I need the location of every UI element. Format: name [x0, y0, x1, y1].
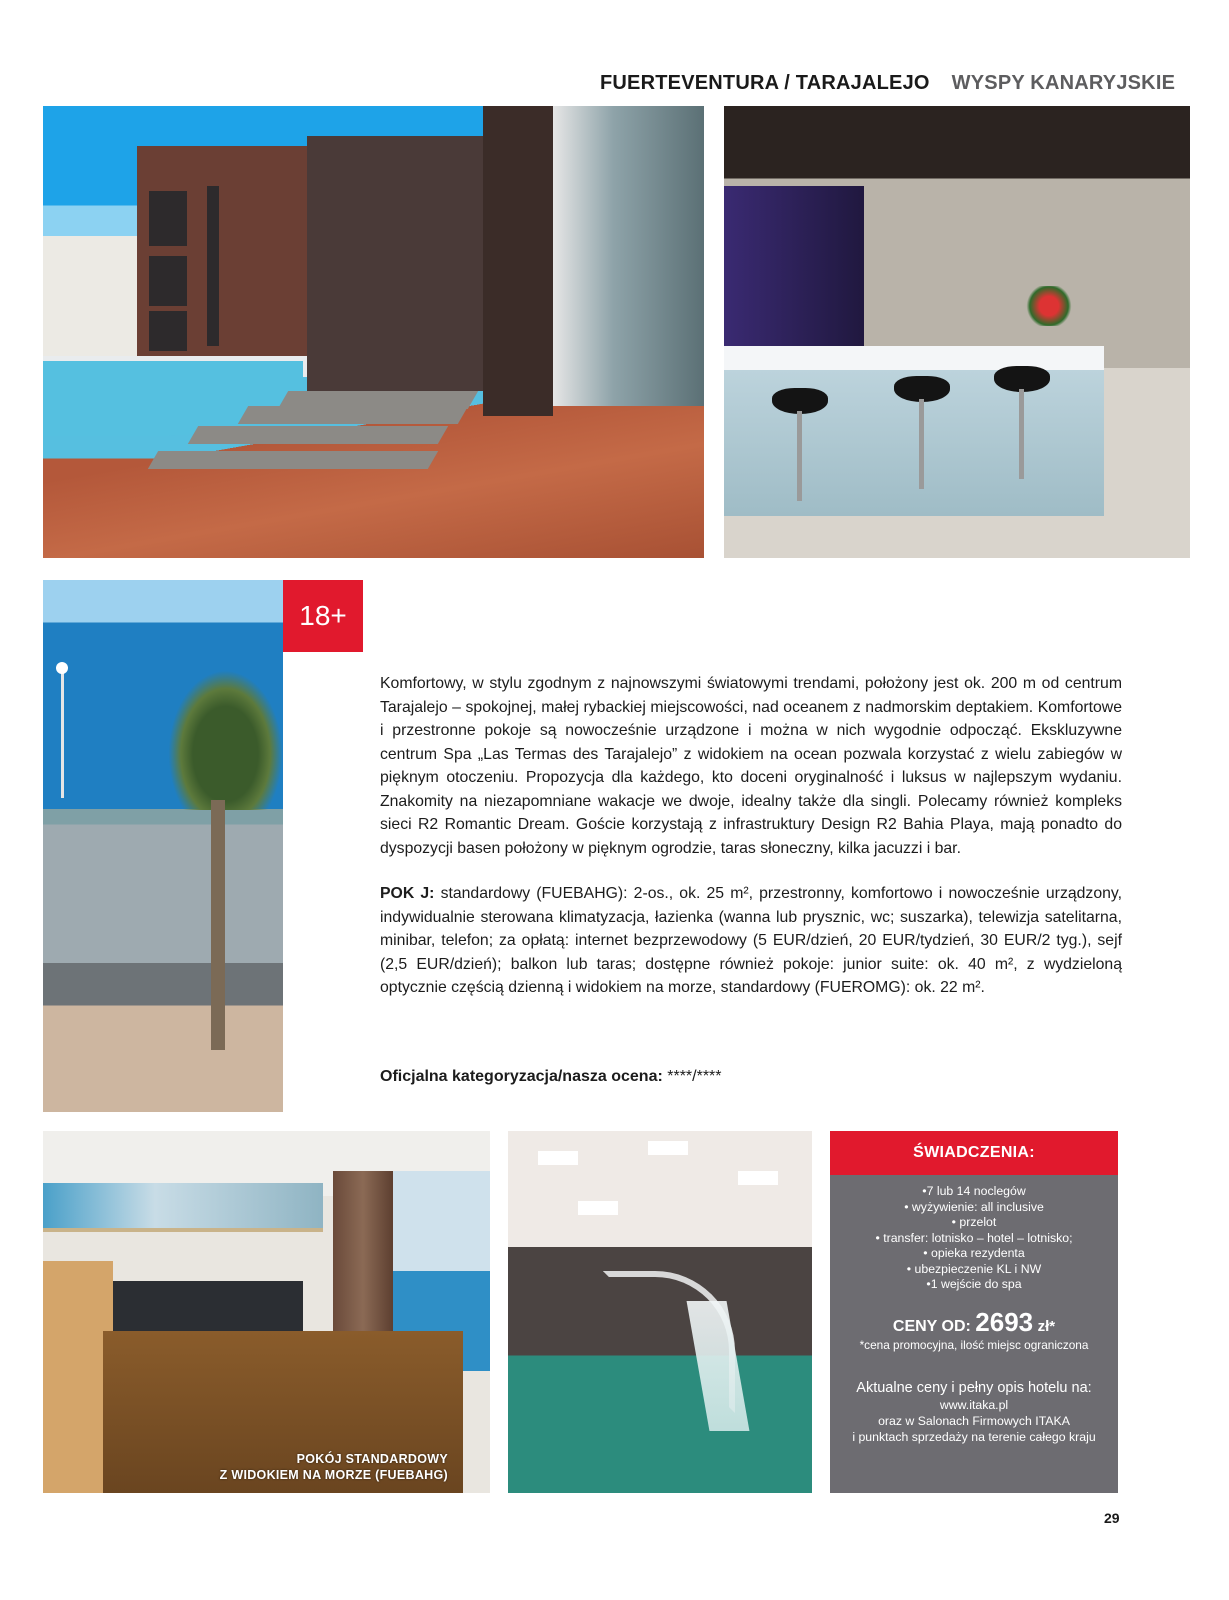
more-info-line: i punktach sprzedaży na terenie całego kraju	[852, 1429, 1096, 1444]
website-link[interactable]: www.itaka.pl	[939, 1397, 1009, 1412]
brick-building	[137, 146, 307, 356]
price-note: *cena promocyjna, ilość miejsc ograniczona	[859, 1337, 1089, 1352]
benefit-item: •7 lub 14 noclegów	[922, 1184, 1026, 1198]
bar-photo	[724, 106, 1190, 558]
spa-pool-photo	[508, 1131, 812, 1493]
page-header	[600, 72, 1176, 95]
region-title: WYSPY KANARYJSKIE	[951, 72, 1176, 94]
street-lamp	[61, 668, 64, 798]
adults-only-badge: 18+	[283, 580, 363, 652]
rating-line	[380, 1068, 722, 1086]
price-currency: zł*	[1037, 1317, 1056, 1335]
apartment-building	[43, 236, 137, 356]
benefit-item: • przelot	[951, 1215, 997, 1229]
room-text: standardowy (FUEBAHG): 2-os., ok. 25 m², przestronny, komfortowo i nowocześnie urządzony, indywidualnie sterowana klimatyzacja, łazienka (wanna lub prysznic, wc; suszarka), telewizja satelitarna, minibar, telefon; za opłatą: internet bezprzewodowy (5 EUR/dzień, 20 EUR/tydzień, 30 EUR/2 tyg.), sejf (2,5 EUR/dzień); balkon lub taras; dostępne również pokoje: junior suite: ok. 40 m², z wydzieloną optycznie częścią dzienną i widokiem na morze, standardowy (FUEROMG): ok. 22 m².	[380, 885, 1123, 996]
tower	[483, 106, 553, 416]
intro-paragraph: Komfortowy, w stylu zgodnym z najnowszymi światowymi trendami, położony jest ok. 200 m od centrum Tarajalejo – spokojnej, małej rybackiej miejscowości, nad oceanem z nadmorskim deptakiem. Komfortowe i przestronne pokoje są nowocześnie urządzone i można w nich wygodnie odpocząć. Ekskluzywne centrum Spa „Las Termas des Tarajalejo” z widokiem na ocean pozwala korzystać z wielu zabiegów w pięknym otoczeniu. Propozycja dla każdego, kto doceni oryginalność i luksus w najlepszym wydaniu. Znakomity na niezapomniane wakacje we dwoje, idealny także dla singli. Polecamy również kompleks sieci R2 Romantic Dream. Goście korzystają z infrastruktury Design R2 Bahia Playa, mają ponadto do dyspozycji basen położony w pięknym ogrodzie, taras słoneczny, kilka jacuzzi i bar.	[380, 675, 1122, 857]
benefit-item: •1 wejście do spa	[926, 1277, 1022, 1291]
flower-pot	[1024, 286, 1074, 326]
price-value: 2693	[975, 1306, 1034, 1337]
benefit-item: • wyżywienie: all inclusive	[904, 1199, 1044, 1214]
benefits-list	[830, 1184, 1118, 1293]
hotel-description	[380, 672, 1122, 1022]
more-info-title: Aktualne ceny i pełny opis hotelu na:	[856, 1379, 1092, 1396]
bedroom-photo	[43, 1131, 490, 1493]
benefits-title: ŚWIADCZENIA:	[830, 1131, 1118, 1175]
sun-lounger	[188, 426, 448, 444]
location-title: FUERTEVENTURA / TARAJALEJO	[600, 72, 930, 94]
glass-facade-building	[307, 136, 487, 391]
bottle-shelf	[724, 186, 864, 356]
sun-lounger	[278, 391, 478, 409]
benefits-panel	[830, 1131, 1118, 1493]
pool-terrace-photo	[43, 106, 704, 558]
price-line	[830, 1307, 1118, 1338]
page-number: 29	[1104, 1510, 1120, 1526]
benefit-item: • transfer: lotnisko – hotel – lotnisko;	[875, 1230, 1073, 1245]
price-label: CENY OD:	[892, 1317, 971, 1335]
sea-view-photo	[43, 580, 283, 1112]
benefit-item: • ubezpieczenie KL i NW	[906, 1261, 1042, 1276]
more-info-line: oraz w Salonach Firmowych ITAKA	[878, 1413, 1070, 1428]
rating-value: ****/****	[667, 1068, 722, 1085]
benefit-item: • opieka rezydenta	[923, 1246, 1025, 1260]
sun-lounger	[148, 451, 438, 469]
palm-tree	[168, 670, 283, 810]
rating-label: Oficjalna kategoryzacja/nasza ocena:	[380, 1068, 663, 1085]
room-label: POK J:	[380, 885, 435, 902]
headboard	[113, 1281, 303, 1336]
photo-caption: POKÓJ STANDARDOWY Z WIDOKIEM NA MORZE (FUEBAHG)	[219, 1452, 448, 1482]
room-paragraph	[380, 882, 1122, 1000]
pool-water	[43, 361, 303, 436]
glass-wall	[553, 106, 704, 406]
mirror	[43, 1183, 323, 1232]
